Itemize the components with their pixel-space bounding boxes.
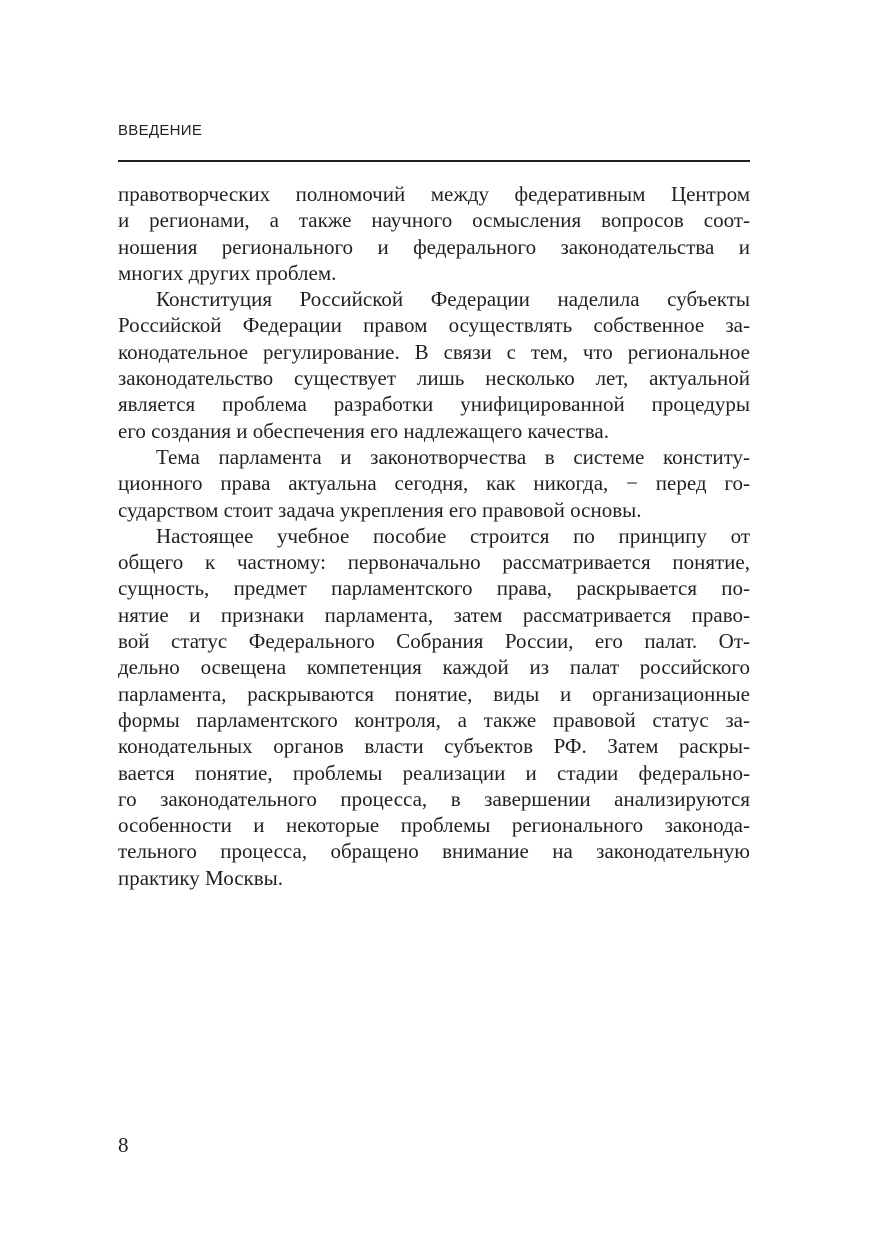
- text-line: конодательных органов власти субъектов РФ. Затем раскры-: [118, 734, 750, 759]
- text-line: дельно освещена компетенция каждой из палат российского: [118, 655, 750, 680]
- text-line: общего к частному: первоначально рассматривается понятие,: [118, 550, 750, 575]
- text-line: парламента, раскрываются понятие, виды и организационные: [118, 681, 750, 706]
- paragraph-4: [118, 523, 750, 891]
- paragraph-3: [118, 444, 750, 523]
- text-line: формы парламентского контроля, а также правовой статус за-: [118, 707, 750, 732]
- page-number: 8: [118, 1133, 129, 1157]
- text-line: тельного процесса, обращено внимание на законодательную: [118, 839, 750, 864]
- text-line: и регионами, а также научного осмысления вопросов соот-: [118, 208, 750, 233]
- paragraph-2: [118, 286, 750, 444]
- text-line: нятие и признаки парламента, затем рассматривается право-: [118, 602, 750, 627]
- body-text: [118, 181, 750, 891]
- text-line: го законодательного процесса, в завершении анализируются: [118, 786, 750, 811]
- text-line: сущность, предмет парламентского права, раскрывается по-: [118, 576, 750, 601]
- text-line: вается понятие, проблемы реализации и стадии федерально-: [118, 760, 750, 785]
- text-line: ционного права актуальна сегодня, как никогда, − перед го-: [118, 471, 750, 496]
- text-line: Тема парламента и законотворчества в системе конститу-: [156, 444, 750, 469]
- text-line: сударством стоит задача укрепления его правовой основы.: [118, 497, 642, 522]
- text-line: законодательство существует лишь несколько лет, актуальной: [118, 366, 750, 391]
- text-line: конодательное регулирование. В связи с тем, что региональное: [118, 339, 750, 364]
- text-line: особенности и некоторые проблемы регионального законода-: [118, 813, 750, 838]
- text-line: Настоящее учебное пособие строится по принципу от: [156, 523, 750, 548]
- text-line: его создания и обеспечения его надлежащего качества.: [118, 418, 609, 443]
- text-line: ношения регионального и федерального законодательства и: [118, 234, 750, 259]
- paragraph-1: [118, 181, 750, 286]
- text-line: Конституция Российской Федерации наделила субъекты: [156, 287, 750, 312]
- text-line: является проблема разработки унифицированной процедуры: [118, 392, 750, 417]
- text-line: Российской Федерации правом осуществлять собственное за-: [118, 313, 750, 338]
- text-line: многих других проблем.: [118, 260, 337, 285]
- header-divider: [118, 160, 750, 162]
- text-line: практику Москвы.: [118, 865, 284, 890]
- text-line: правотворческих полномочий между федеративным Центром: [118, 182, 750, 206]
- running-head-section-title: ВВЕДЕНИЕ: [118, 122, 203, 139]
- text-line: вой статус Федерального Собрания России, его палат. От-: [118, 629, 750, 654]
